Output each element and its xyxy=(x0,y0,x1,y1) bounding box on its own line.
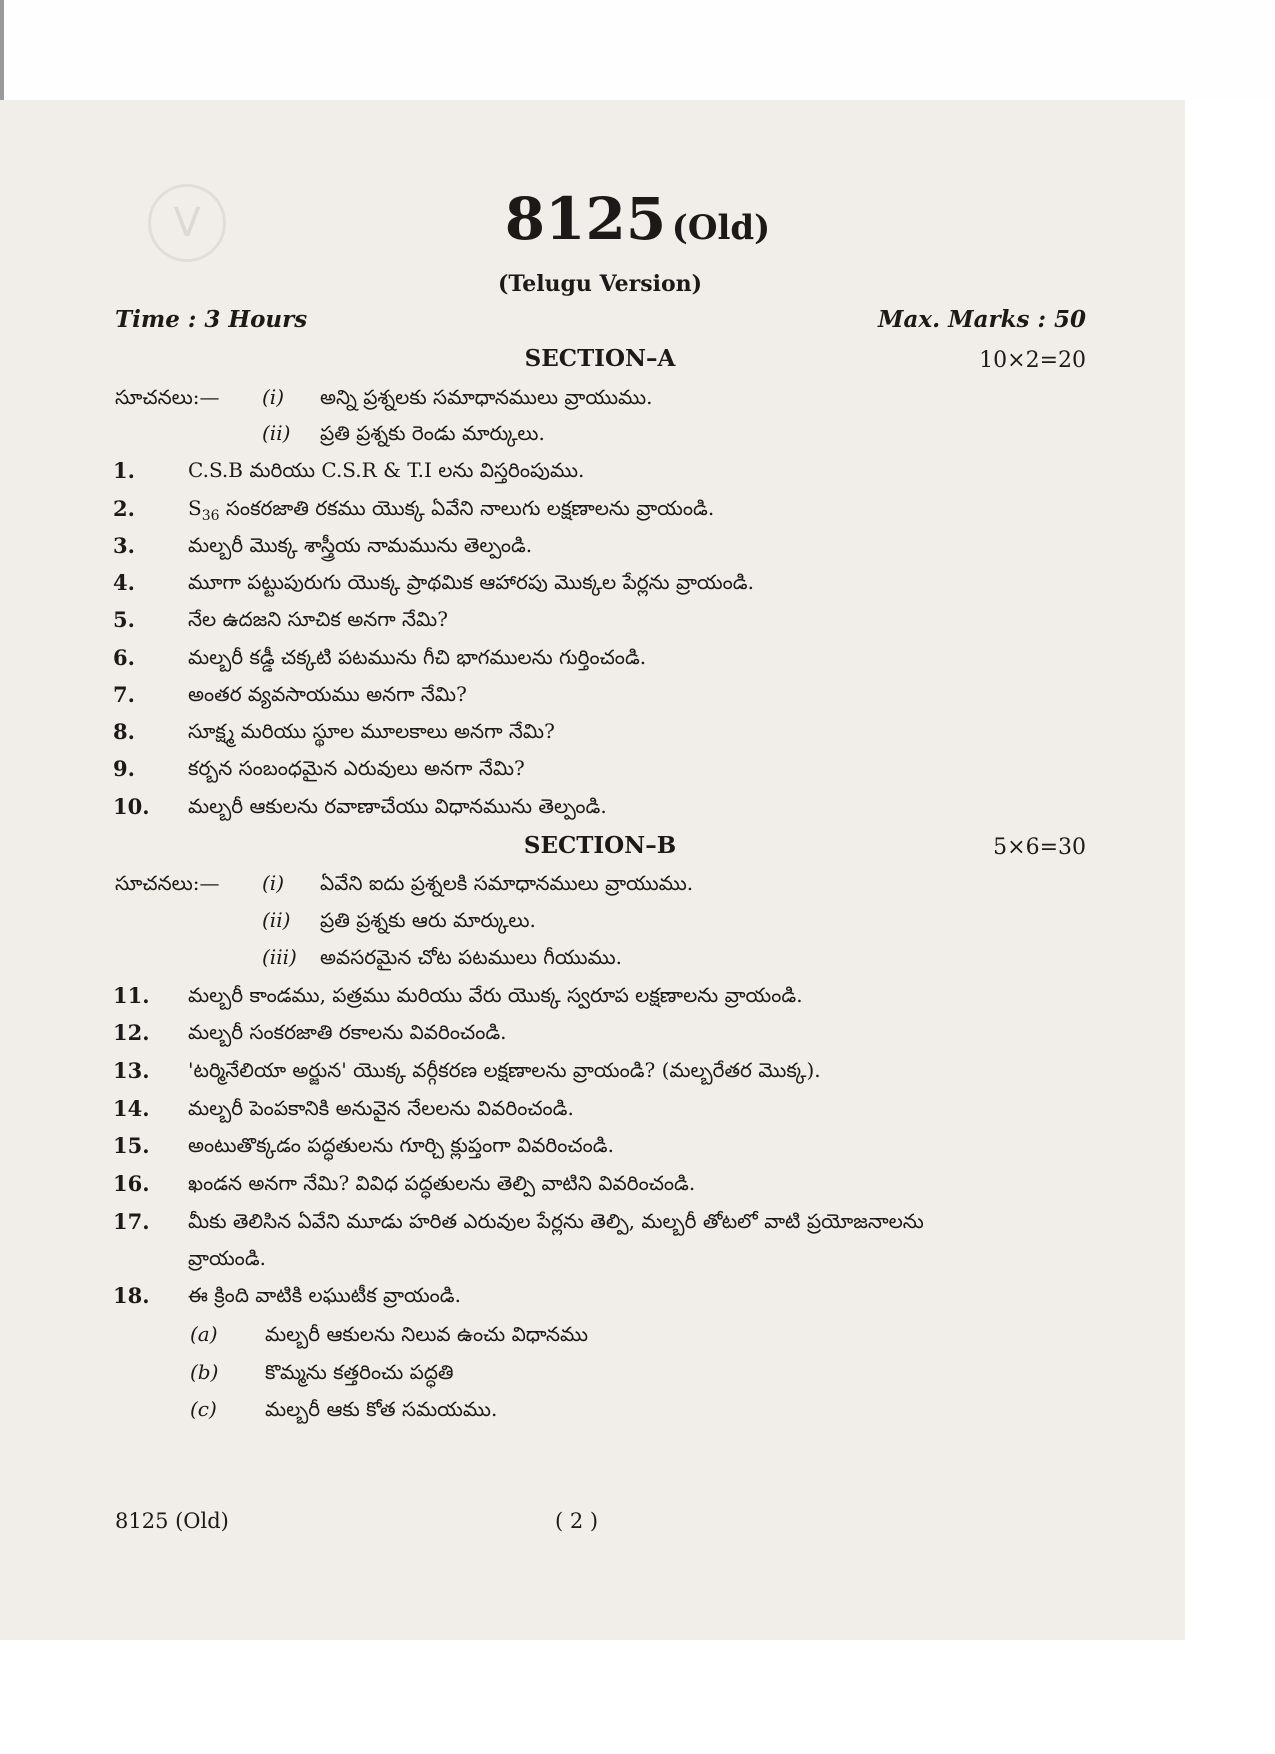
question-number: 2. xyxy=(113,496,135,521)
footer-paper-code: 8125 (Old) xyxy=(115,1509,229,1533)
question-number: 6. xyxy=(113,645,135,670)
question-text-rest: సంకరజాతి రకము యొక్క ఏవేని నాలుగు లక్షణాలను వ్రాయండి. xyxy=(219,496,715,520)
instruction-number: (iii) xyxy=(262,945,297,969)
subpart-text: మల్బరీ ఆకులను నిలువ ఉంచు విధానము xyxy=(265,1322,589,1346)
time-allowed: Time : 3 Hours xyxy=(115,306,308,333)
instruction-number: (ii) xyxy=(262,908,291,932)
paper-old-tag: (Old) xyxy=(671,208,771,248)
question-text: సూక్ష్మ మరియు స్థూల మూలకాలు అనగా నేమి? xyxy=(188,719,555,743)
instruction-number: (ii) xyxy=(262,421,291,445)
question-number: 5. xyxy=(113,607,135,632)
question-text: మల్బరీ ఆకులను రవాణాచేయు విధానమును తెల్పండి. xyxy=(188,794,607,818)
paper-code-title xyxy=(0,185,1275,253)
question-number: 15. xyxy=(113,1133,150,1158)
question-text: మూగా పట్టుపురుగు యొక్క ప్రాథమిక ఆహారపు మొక్కల పేర్లను వ్రాయండి. xyxy=(188,570,754,594)
question-text: నేల ఉదజని సూచిక అనగా నేమి? xyxy=(188,607,448,631)
instruction-text: అన్ని ప్రశ్నలకు సమాధానములు వ్రాయుము. xyxy=(320,385,653,409)
scan-edge-line xyxy=(0,0,4,100)
question-text-continued: వ్రాయండి. xyxy=(188,1246,266,1270)
question-number: 18. xyxy=(113,1283,150,1308)
question-number: 11. xyxy=(113,983,150,1008)
question-number: 17. xyxy=(113,1209,150,1234)
variety-subscript: 36 xyxy=(201,508,220,524)
question-number: 10. xyxy=(113,794,150,819)
subpart-label: (c) xyxy=(190,1397,217,1421)
question-text: అంతర వ్యవసాయము అనగా నేమి? xyxy=(188,682,467,706)
section-a-title: SECTION–A xyxy=(524,345,676,372)
instruction-number: (i) xyxy=(262,871,285,895)
section-a-instruction-label: సూచనలు:— xyxy=(115,385,220,409)
instruction-number: (i) xyxy=(262,385,285,409)
question-text: మల్బరీ కడ్డీ చక్కటి పటమును గీచి భాగములను గుర్తించండి. xyxy=(188,645,647,669)
question-number: 12. xyxy=(113,1020,150,1045)
variety-code: S xyxy=(188,496,202,520)
instruction-text: ప్రతి ప్రశ్నకు రెండు మార్కులు. xyxy=(320,421,545,445)
section-b-title: SECTION–B xyxy=(523,832,677,859)
subpart-text: మల్బరీ ఆకు కోత సమయము. xyxy=(265,1397,498,1421)
paper-version: (Telugu Version) xyxy=(497,271,703,297)
section-a-marks: 10×2=20 xyxy=(979,348,1086,373)
subpart-text: కొమ్మను కత్తరించు పద్ధతి xyxy=(265,1360,454,1384)
instruction-text: ప్రతి ప్రశ్నకు ఆరు మార్కులు. xyxy=(320,908,536,932)
question-number: 16. xyxy=(113,1171,150,1196)
question-number: 3. xyxy=(113,533,135,558)
subpart-label: (a) xyxy=(190,1322,218,1346)
paper-code: 8125 xyxy=(504,185,667,253)
question-number: 9. xyxy=(113,756,135,781)
max-marks: Max. Marks : 50 xyxy=(878,306,1086,333)
question-number: 14. xyxy=(113,1096,150,1121)
question-number: 8. xyxy=(113,719,135,744)
section-b-instruction-label: సూచనలు:— xyxy=(115,871,220,895)
question-text: మల్బరీ పెంపకానికి అనువైన నేలలను వివరించండి. xyxy=(188,1096,574,1120)
instruction-text: అవసరమైన చోట పటములు గీయుము. xyxy=(320,945,622,969)
page-number: ( 2 ) xyxy=(555,1509,599,1533)
section-b-marks: 5×6=30 xyxy=(993,835,1086,860)
question-text: కర్బన సంబంధమైన ఎరువులు అనగా నేమి? xyxy=(188,756,525,780)
question-text: అంటుతొక్కడం పద్ధతులను గూర్చి క్లుప్తంగా వివరించండి. xyxy=(188,1133,614,1157)
instruction-text: ఏవేని ఐదు ప్రశ్నలకి సమాధానములు వ్రాయుము. xyxy=(320,871,694,895)
question-text: మల్బరీ మొక్క శాస్త్రీయ నామమును తెల్పండి. xyxy=(188,533,533,557)
scan-border xyxy=(0,0,1275,100)
question-text: మల్బరీ సంకరజాతి రకాలను వివరించండి. xyxy=(188,1020,507,1044)
question-text: 'టర్మినేలియా అర్జున' యొక్క వర్గీకరణ లక్షణాలను వ్రాయండి? (మల్బరేతర మొక్క). xyxy=(188,1058,821,1082)
question-text: ఖండన అనగా నేమి? వివిధ పద్ధతులను తెల్పి వాటిని వివరించండి. xyxy=(188,1171,696,1195)
question-number: 4. xyxy=(113,570,135,595)
subpart-label: (b) xyxy=(190,1360,219,1384)
question-text: ఈ క్రింది వాటికి లఘుటీక వ్రాయండి. xyxy=(188,1283,461,1307)
question-number: 13. xyxy=(113,1058,150,1083)
watermark-stamp: V xyxy=(148,184,226,262)
question-number: 1. xyxy=(113,458,135,483)
question-text: మీకు తెలిసిన ఏవేని మూడు హరిత ఎరువుల పేర్లను తెల్పి, మల్బరీ తోటలో వాటి ప్రయోజనాలను xyxy=(188,1209,924,1233)
question-number: 7. xyxy=(113,682,135,707)
question-text: మల్బరీ కాండము, పత్రము మరియు వేరు యొక్క స్వరూప లక్షణాలను వ్రాయండి. xyxy=(188,983,803,1007)
question-text: C.S.B మరియు C.S.R & T.I లను విస్తరింపుము. xyxy=(188,458,585,482)
question-text xyxy=(188,496,714,525)
